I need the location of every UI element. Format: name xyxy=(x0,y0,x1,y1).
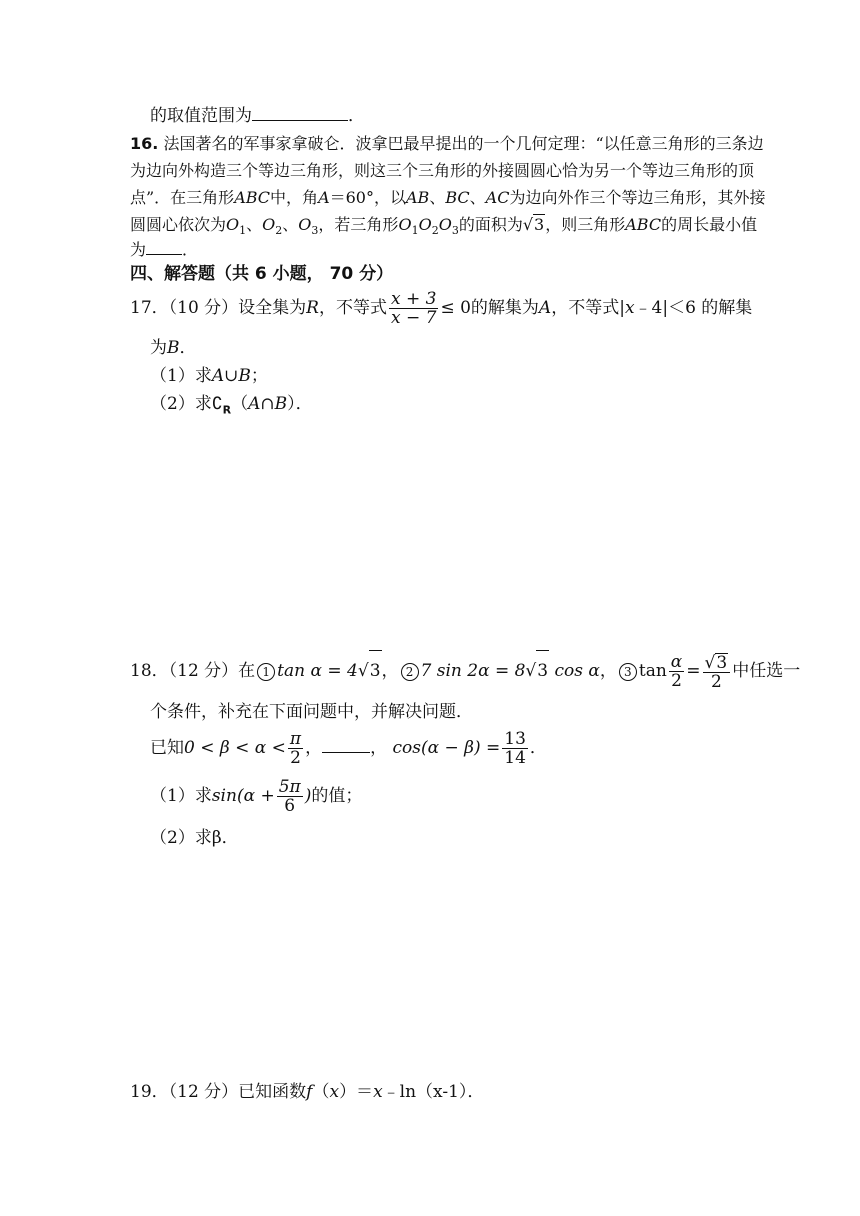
q15-answer-blank xyxy=(252,120,348,121)
q16-line2: 为边向外构造三个等边三角形，则这三个三角形的外接圆圆心恰为另一个等边三角形的顶 xyxy=(130,161,755,180)
q17-part2: （2）求$∁_R(A\cap B)$． xyxy=(150,394,313,417)
q16-number: 16. xyxy=(130,134,159,153)
q19-line1: 19．（12 分）已知函数f（x）＝x﹣ln（x-1）． xyxy=(130,1082,485,1102)
q16-line5: 为 ． xyxy=(130,240,199,259)
q16-answer-blank xyxy=(146,254,182,255)
fraction-5pi-6: $\frac{5\pi}{6}$ xyxy=(278,777,301,816)
fraction-alpha-2: $\frac{\alpha}{2}$ xyxy=(670,652,683,691)
circled-3: 3 xyxy=(619,663,637,681)
sqrt-symbol: √ xyxy=(357,661,369,681)
section-heading: 四、解答题（共 6 小题， 70 分） xyxy=(130,264,394,284)
fraction-13-14: $\frac{13}{14}$ xyxy=(504,729,526,768)
q17-line2: 为B． xyxy=(150,338,197,358)
q17-fraction: $\frac{x + 3}{x - 7}$ xyxy=(390,289,437,328)
q18-condition-blank xyxy=(322,752,370,753)
q16-line1: 16. 法国著名的军事家拿破仑．波拿巴最早提出的一个几何定理：“以任意三角形的三条边 xyxy=(130,134,764,153)
q16-line4: 圆圆心依次为$O_1$、$O_2$、$O_3$，若三角形$O_1O_2O_3$的面积为√3，则三角形ABC的周长最小值 xyxy=(130,215,758,238)
q18-part1: （1）求sin(α + $\frac{5\pi}{6}$ )的值； xyxy=(150,777,363,816)
q16-line3: 点”．在三角形ABC中，角A＝60°，以AB、BC、AC为边向外作三个等边三角形，其外接 xyxy=(130,188,766,207)
fraction-pi-2: $\frac{\pi}{2}$ xyxy=(289,729,302,768)
circled-2: 2 xyxy=(401,663,419,681)
q17-line1: 17．（10 分）设全集为R，不等式 $\frac{x + 3}{x - 7}$ ≤ 0的解集为A，不等式|x﹣4|＜6 的解集 xyxy=(130,289,753,328)
q18-known: 已知0 < β < α < $\frac{\pi}{2}$ ， ， cos(α − β) = $\frac{13}{14}$ ． xyxy=(150,729,547,768)
circled-1: 1 xyxy=(257,663,275,681)
q18-line1: 18．（12 分）在 1 tan α = 4√3， 2 7 sin 2α = 8√3 cos α， 3 tan $\frac{\alpha}{2}$ = $\frac{√3}{2}$ 中任选一 xyxy=(130,652,801,692)
q18-line2: 个条件，补充在下面问题中，并解决问题． xyxy=(150,702,473,722)
q15-tail: 的取值范围为 ． xyxy=(150,106,365,126)
fraction-sqrt3-2: $\frac{√3}{2}$ xyxy=(703,653,731,691)
sqrt-symbol: √ xyxy=(525,661,537,681)
q18-part2: （2）求β． xyxy=(150,828,239,848)
q15-text: 的取值范围为 xyxy=(150,106,252,126)
sqrt-symbol: √ xyxy=(522,215,534,234)
q17-part1: （1）求A∪B； xyxy=(150,366,268,386)
